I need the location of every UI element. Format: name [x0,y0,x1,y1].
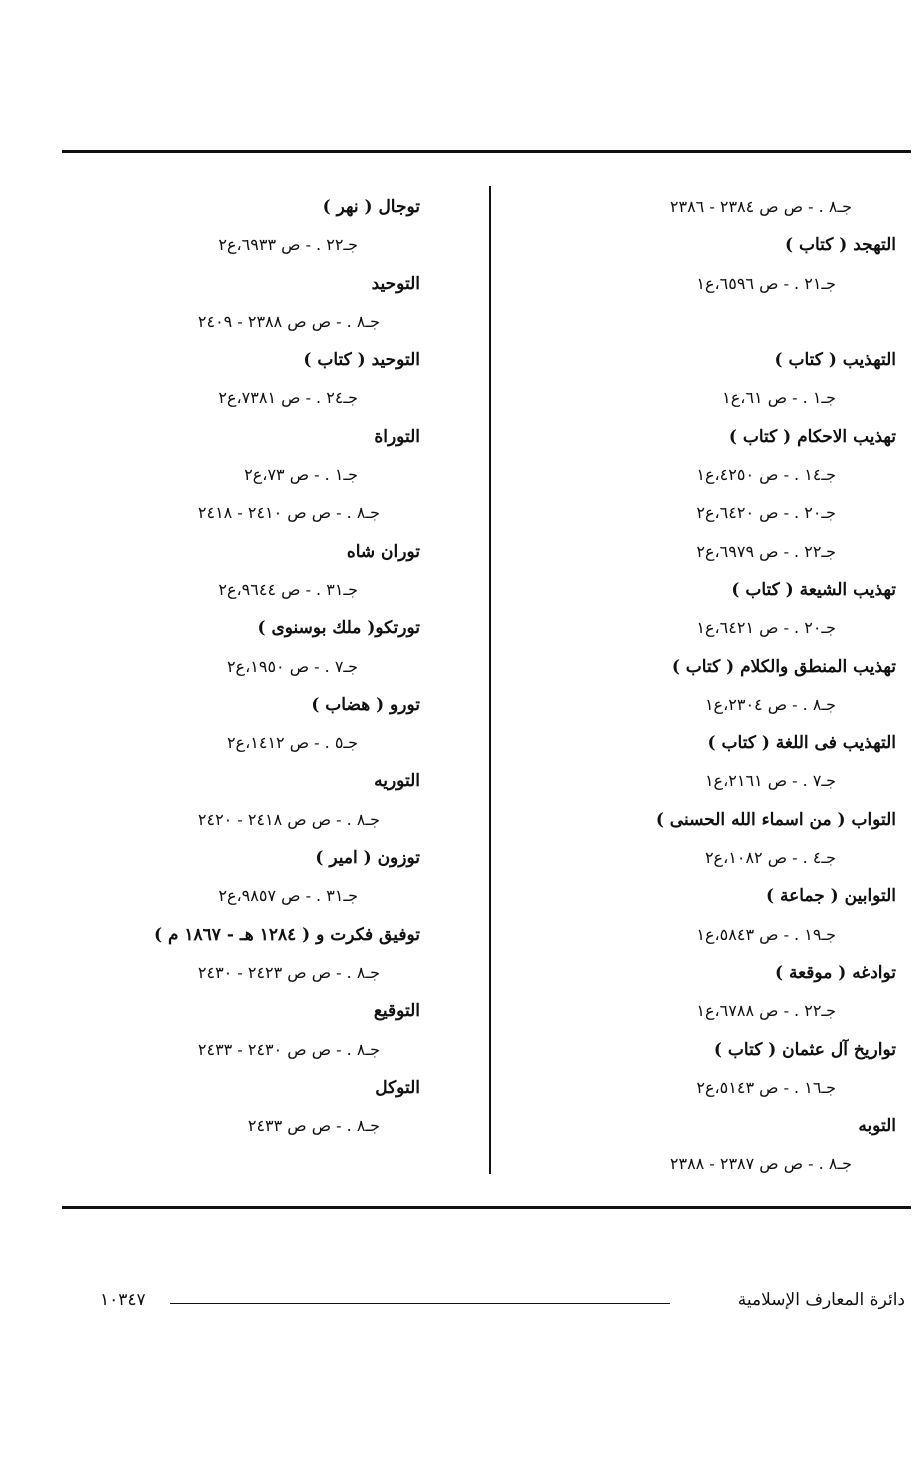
index-reference: جـ٨ . - ص ص ٢٣٨٧ - ٢٣٨٨ [669,1154,852,1174]
index-reference: جـ١٦ . - ص ٥١٤٣،ع٢ [696,1077,836,1097]
index-reference: جـ٨ . - ص ص ٢٤١٠ - ٢٤١٨ [197,503,380,523]
index-reference: جـ٧ . - ص ١٩٥٠،ع٢ [226,656,358,676]
index-reference: جـ٨ . - ص ص ٢٤١٨ - ٢٤٢٠ [197,809,380,829]
index-reference: جـ٢٠ . - ص ٦٤٢١،ع١ [696,618,836,638]
index-reference: جـ٢١ . - ص ٦٥٩٦،ع١ [696,273,836,293]
index-heading: تورو ( هضاب ) [311,694,420,715]
index-heading: تهذيب المنطق والكلام ( كتاب ) [671,656,896,677]
index-heading: تهذيب الاحكام ( كتاب ) [728,426,896,447]
index-reference: جـ١ . - ص ٦١،ع١ [722,388,836,408]
left-column [100,188,420,1145]
index-heading: التواب ( من اسماء الله الحسنى ) [655,809,896,830]
bottom-rule [62,1206,911,1209]
index-heading: توادغه ( موقعة ) [775,962,896,983]
index-reference: جـ١٤ . - ص ٤٢٥٠،ع١ [696,465,836,485]
index-reference: جـ٨ . - ص ٢٣٠٤،ع١ [704,694,836,714]
index-heading: التوحيد ( كتاب ) [303,350,420,371]
footer-rule [170,1303,670,1304]
index-reference: جـ٧ . - ص ٢١٦١،ع١ [704,771,836,791]
index-heading: توزون ( امير ) [315,848,420,869]
index-reference: جـ٨ . - ص ص ٢٤٣٠ - ٢٤٣٣ [197,1039,380,1059]
index-reference: جـ١٩ . - ص ٥٨٤٣،ع١ [696,924,836,944]
index-heading: التوريه [374,771,420,792]
index-heading: التوبه [858,1116,896,1137]
footer-title: دائرة المعارف الإسلامية [737,1290,905,1310]
index-reference: جـ٨ . - ص ص ٢٤٣٣ [247,1116,380,1136]
right-column [500,188,896,1184]
index-heading: التوحيد [371,273,420,294]
index-reference: جـ١ . - ص ٧٣،ع٢ [244,465,358,485]
index-reference: جـ٨ . - ص ص ٢٣٨٤ - ٢٣٨٦ [669,197,852,216]
index-reference: جـ٢٤ . - ص ٧٣٨١،ع٢ [218,388,358,408]
index-heading: توران شاه [346,541,420,562]
index-heading: التوقيع [373,1001,420,1022]
index-heading: التهذيب فى اللغة ( كتاب ) [707,733,896,754]
index-heading: التوابين ( جماعة ) [766,886,896,907]
index-heading: التوراة [374,426,420,447]
index-reference: جـ٤ . - ص ١٠٨٢،ع٢ [704,848,836,868]
index-reference: جـ٢٢ . - ص ٦٩٧٩،ع٢ [696,541,836,561]
index-reference: جـ٢٠ . - ص ٦٤٢٠،ع٢ [696,503,836,523]
index-reference: جـ٨ . - ص ص ٢٤٢٣ - ٢٤٣٠ [197,962,380,982]
page-number: ١٠٣٤٧ [100,1290,146,1310]
index-reference: جـ٢٢ . - ص ٦٧٨٨،ع١ [696,1001,836,1021]
index-heading: تورتكو( ملك بوسنوى ) [257,618,420,639]
index-reference: جـ٢٢ . - ص ٦٩٣٣،ع٢ [218,235,358,255]
spacer [500,303,896,341]
index-reference: جـ٥ . - ص ١٤١٢،ع٢ [226,733,358,753]
index-reference: جـ٣١ . - ص ٩٨٥٧،ع٢ [218,886,358,906]
index-heading: توجال ( نهر ) [322,197,420,217]
index-reference: جـ٣١ . - ص ٩٦٤٤،ع٢ [218,579,358,599]
index-heading: التوكل [375,1077,420,1098]
index-heading: التهجد ( كتاب ) [784,235,896,256]
index-reference: جـ٨ . - ص ص ٢٣٨٨ - ٢٤٠٩ [197,311,380,331]
index-heading: توفيق فكرت و ( ١٢٨٤ هـ - ١٨٦٧ م ) [153,924,420,945]
index-heading: التهذيب ( كتاب ) [774,350,896,371]
top-rule [62,150,911,153]
index-heading: تهذيب الشيعة ( كتاب ) [731,579,896,600]
page-footer [100,1290,905,1316]
column-divider [489,186,491,1174]
index-heading: تواريخ آل عثمان ( كتاب ) [713,1039,896,1060]
